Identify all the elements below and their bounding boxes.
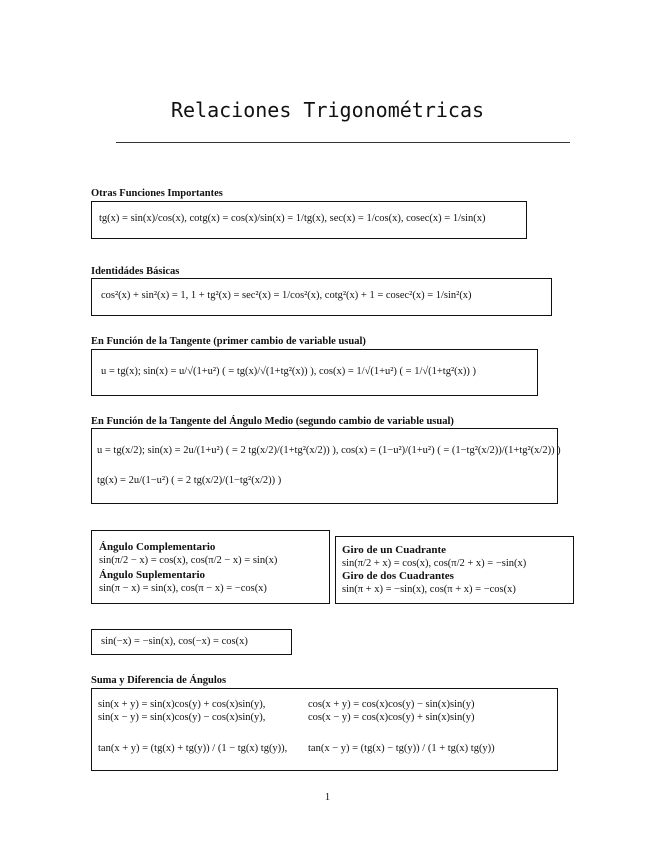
box-paridad (91, 629, 292, 655)
formula-sin-diferencia: sin(x − y) = sin(x)cos(y) − cos(x)sin(y), (98, 712, 266, 723)
title-angulo-complementario: Ángulo Complementario (99, 541, 216, 553)
formula-angulo-medio-2: tg(x) = 2u/(1−u²) ( = 2 tg(x/2)/(1−tg²(x/2)) ) (97, 475, 282, 486)
title-giro-un-cuadrante: Giro de un Cuadrante (342, 544, 447, 556)
title-angulo-suplementario: Ángulo Suplementario (99, 569, 206, 581)
formula-cos-diferencia: cos(x − y) = cos(x)cos(y) + sin(x)sin(y) (308, 712, 475, 723)
heading-identidades: Identidádes Básicas (91, 266, 180, 277)
formula-paridad: sin(−x) = −sin(x), cos(−x) = cos(x) (101, 636, 248, 647)
heading-angulo-medio: En Función de la Tangente del Ángulo Medio (segundo cambio de variable usual) (91, 416, 454, 427)
formula-giro-dos-cuadrantes: sin(π + x) = −sin(x), cos(π + x) = −cos(x) (342, 584, 516, 595)
heading-otras-funciones: Otras Funciones Importantes (91, 188, 223, 199)
title-giro-dos-cuadrantes: Giro de dos Cuadrantes (342, 570, 454, 582)
box-angulo-medio (91, 428, 561, 504)
formula-identidades: cos²(x) + sin²(x) = 1, 1 + tg²(x) = sec²(x) = 1/cos²(x), cotg²(x) + 1 = cosec²(x) = 1/sin²(x) (101, 290, 472, 301)
formula-tan-diferencia: tan(x − y) = (tg(x) − tg(y)) / (1 + tg(x) tg(y)) (308, 743, 495, 754)
heading-suma-diferencia: Suma y Diferencia de Ángulos (91, 675, 227, 686)
formula-sin-suma: sin(x + y) = sin(x)cos(y) + cos(x)sin(y), (98, 699, 266, 710)
box-complementario (91, 530, 330, 604)
heading-tangente: En Función de la Tangente (primer cambio de variable usual) (91, 336, 366, 347)
title-rule (116, 142, 570, 143)
formula-tangente: u = tg(x); sin(x) = u/√(1+u²) ( = tg(x)/√(1+tg²(x)) ), cos(x) = 1/√(1+u²) ( = 1/√(1+tg²(x)) ) (101, 366, 476, 377)
page-number: 1 (324, 792, 331, 803)
box-cuadrantes (335, 536, 574, 604)
formula-cos-suma: cos(x + y) = cos(x)cos(y) − sin(x)sin(y) (308, 699, 475, 710)
formula-angulo-medio-1: u = tg(x/2); sin(x) = 2u/(1+u²) ( = 2 tg(x/2)/(1+tg²(x/2)) ), cos(x) = (1−u²)/(1+u²) ( = (1−tg²(x/2))/(1+tg²(x/2)) ) (97, 445, 561, 456)
page-title: Relaciones Trigonométricas (170, 98, 485, 122)
box-otras-funciones (91, 201, 527, 239)
formula-giro-un-cuadrante: sin(π/2 + x) = cos(x), cos(π/2 + x) = −sin(x) (342, 558, 527, 569)
box-suma-diferencia (91, 688, 558, 771)
formula-tan-suma: tan(x + y) = (tg(x) + tg(y)) / (1 − tg(x) tg(y)), (98, 743, 288, 754)
formula-otras-funciones: tg(x) = sin(x)/cos(x), cotg(x) = cos(x)/sin(x) = 1/tg(x), sec(x) = 1/cos(x), cosec(x) = 1/sin(x) (99, 213, 486, 224)
box-identidades (91, 278, 552, 316)
formula-complementario: sin(π/2 − x) = cos(x), cos(π/2 − x) = sin(x) (99, 555, 278, 566)
box-tangente (91, 349, 538, 396)
formula-suplementario: sin(π − x) = sin(x), cos(π − x) = −cos(x) (99, 583, 267, 594)
